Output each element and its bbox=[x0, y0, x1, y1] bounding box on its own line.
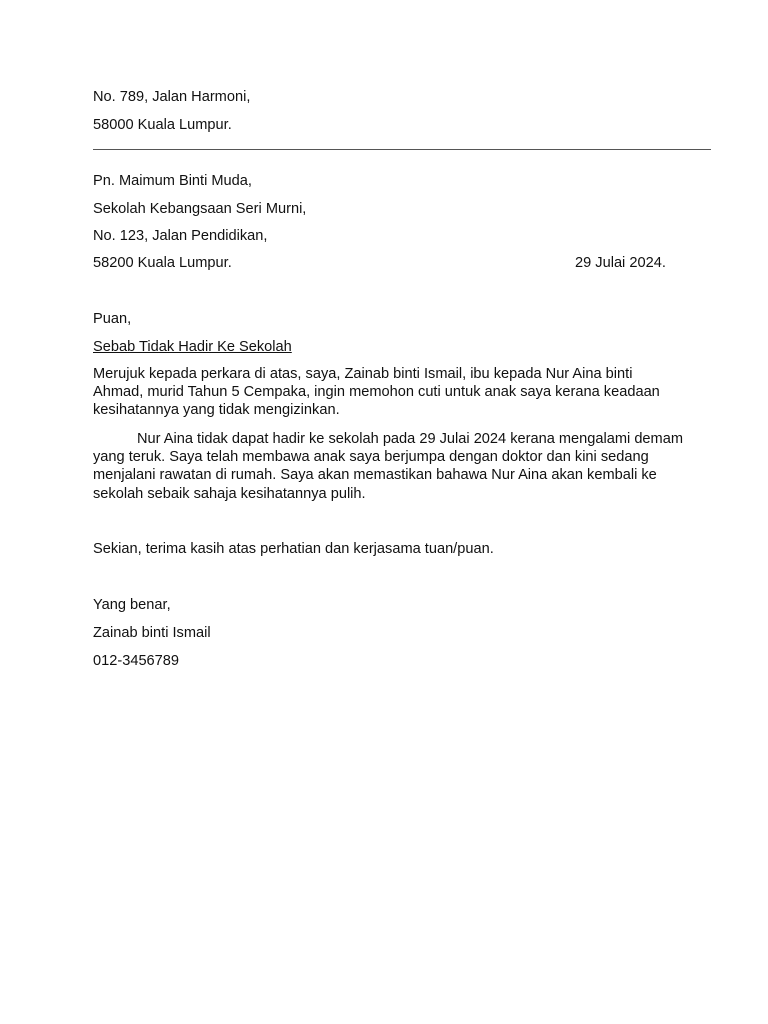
sender-address-line2: 58000 Kuala Lumpur. bbox=[93, 117, 232, 133]
header-divider bbox=[93, 149, 711, 150]
signoff-phone: 012-3456789 bbox=[93, 653, 180, 669]
letter-date: 29 Julai 2024. bbox=[575, 255, 666, 271]
body-paragraph-1: Merujuk kepada perkara di atas, saya, Zainab binti Ismail, ibu kepada Nur Aina binti Ahmad, murid Tahun 5 Cempaka, ingin memohon cuti untuk anak saya kerana keadaan kesihatannya yang tidak mengizinkan. bbox=[93, 366, 660, 419]
signoff-closing: Yang benar, bbox=[93, 597, 171, 613]
recipient-address-line1: No. 123, Jalan Pendidikan, bbox=[93, 228, 268, 244]
signoff-name: Zainab binti Ismail bbox=[93, 625, 211, 641]
salutation: Puan, bbox=[93, 311, 132, 327]
recipient-address-line2: 58200 Kuala Lumpur. bbox=[93, 255, 232, 271]
closing-remark: Sekian, terima kasih atas perhatian dan kerjasama tuan/puan. bbox=[93, 541, 494, 557]
recipient-school: Sekolah Kebangsaan Seri Murni, bbox=[93, 201, 307, 217]
body-paragraph-2: Nur Aina tidak dapat hadir ke sekolah pada 29 Julai 2024 kerana mengalami demam yang teruk. Saya telah membawa anak saya berjumpa dengan doktor dan kini sedang menjalani rawatan di rumah. Saya akan memastikan bahawa Nur Aina akan kembali ke sekolah sebaik sahaja kesihatannya pulih. bbox=[93, 431, 683, 502]
recipient-name: Pn. Maimum Binti Muda, bbox=[93, 173, 252, 189]
sender-address-line1: No. 789, Jalan Harmoni, bbox=[93, 89, 251, 105]
letter-subject: Sebab Tidak Hadir Ke Sekolah bbox=[93, 339, 292, 355]
